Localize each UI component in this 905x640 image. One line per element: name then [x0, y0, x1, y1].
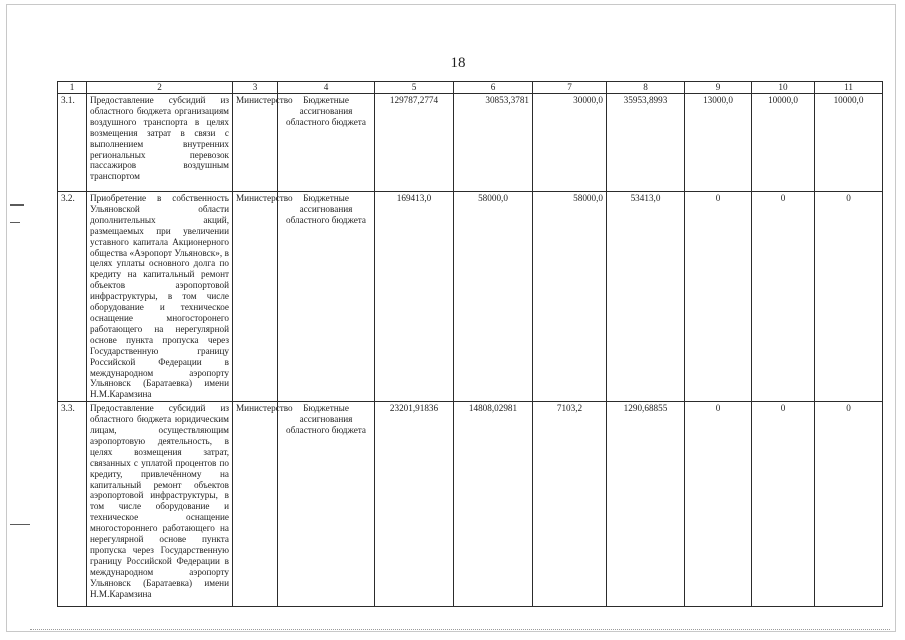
row-funding-source: Бюджетные ассигнования областного бюджета — [278, 402, 375, 607]
row-description: Предоставление субсидий из областного бюджета организациям воздушного транспорта в целях возмещения затрат в связи с выполнением внутренних региональных перевозок пассажиров воздушным транспортом — [87, 94, 233, 192]
row-number: 3.2. — [58, 192, 87, 402]
column-header: 10 — [752, 82, 815, 94]
value-total: 169413,0 — [375, 192, 454, 402]
row-description: Предоставление субсидий из областного бюджета юридическим лицам, осуществляющим аэропортовую деятельность, в целях возмещения затрат, связанных с уплатой процентов по кредиту, привлечённому на капитальный ремонт объектов аэропортовой инфраструктуры, в том числе оборудование и техническое оснащение многостороннего работающего на нерегулярной основе пункта пропуска через Государственную границу Российской Федерации в международном аэропорту Ульяновск (Баратаевка) имени Н.М.Карамзина — [87, 402, 233, 607]
row-funding-source: Бюджетные ассигнования областного бюджета — [278, 94, 375, 192]
value-col-6: 58000,0 — [454, 192, 533, 402]
value-col-8: 35953,8993 — [607, 94, 685, 192]
page-number: 18 — [450, 55, 466, 71]
row-description: Приобретение в собственность Ульяновской области дополнительных акций, размещаемых при увеличении уставного капитала Акционерного общества «Аэропорт Ульяновск», в целях уплаты основного долга по кредиту на капитальный ремонт объектов аэропортовой инфраструктуры, в том числе оборудование и техническое оснащение многосторонего работающего на нерегулярной основе пункта пропуска через Государственную границу Российской Федерации в международном аэропорту Ульяновск (Баратаевка) имени Н.М.Карамзина — [87, 192, 233, 402]
column-header: 9 — [685, 82, 752, 94]
row-executor: Министерство — [233, 94, 278, 192]
row-funding-source: Бюджетные ассигнования областного бюджета — [278, 192, 375, 402]
row-number: 3.3. — [58, 402, 87, 607]
value-col-9: 13000,0 — [685, 94, 752, 192]
value-col-9: 0 — [685, 402, 752, 607]
table-header-row — [58, 82, 883, 94]
row-executor: Министерство — [233, 402, 278, 607]
row-number: 3.1. — [58, 94, 87, 192]
table-row — [58, 192, 883, 402]
column-header: 11 — [815, 82, 883, 94]
column-header: 3 — [233, 82, 278, 94]
column-header: 7 — [533, 82, 607, 94]
value-col-7: 30000,0 — [533, 94, 607, 192]
value-col-6: 14808,02981 — [454, 402, 533, 607]
value-col-11: 0 — [815, 402, 883, 607]
scan-edge — [30, 629, 890, 636]
column-header: 2 — [87, 82, 233, 94]
column-header: 6 — [454, 82, 533, 94]
value-col-9: 0 — [685, 192, 752, 402]
table-row — [58, 402, 883, 607]
column-header: 8 — [607, 82, 685, 94]
scan-mark — [10, 204, 24, 206]
value-total: 23201,91836 — [375, 402, 454, 607]
row-executor: Министерство — [233, 192, 278, 402]
table-row — [58, 94, 883, 192]
value-col-10: 0 — [752, 192, 815, 402]
value-col-8: 53413,0 — [607, 192, 685, 402]
value-total: 129787,2774 — [375, 94, 454, 192]
value-col-8: 1290,68855 — [607, 402, 685, 607]
value-col-7: 7103,2 — [533, 402, 607, 607]
column-header: 4 — [278, 82, 375, 94]
value-col-6: 30853,3781 — [454, 94, 533, 192]
value-col-10: 10000,0 — [752, 94, 815, 192]
column-header: 5 — [375, 82, 454, 94]
value-col-11: 0 — [815, 192, 883, 402]
value-col-11: 10000,0 — [815, 94, 883, 192]
value-col-7: 58000,0 — [533, 192, 607, 402]
budget-table — [57, 81, 883, 607]
column-header: 1 — [58, 82, 87, 94]
scan-mark — [10, 524, 30, 525]
value-col-10: 0 — [752, 402, 815, 607]
scan-mark — [10, 222, 20, 223]
